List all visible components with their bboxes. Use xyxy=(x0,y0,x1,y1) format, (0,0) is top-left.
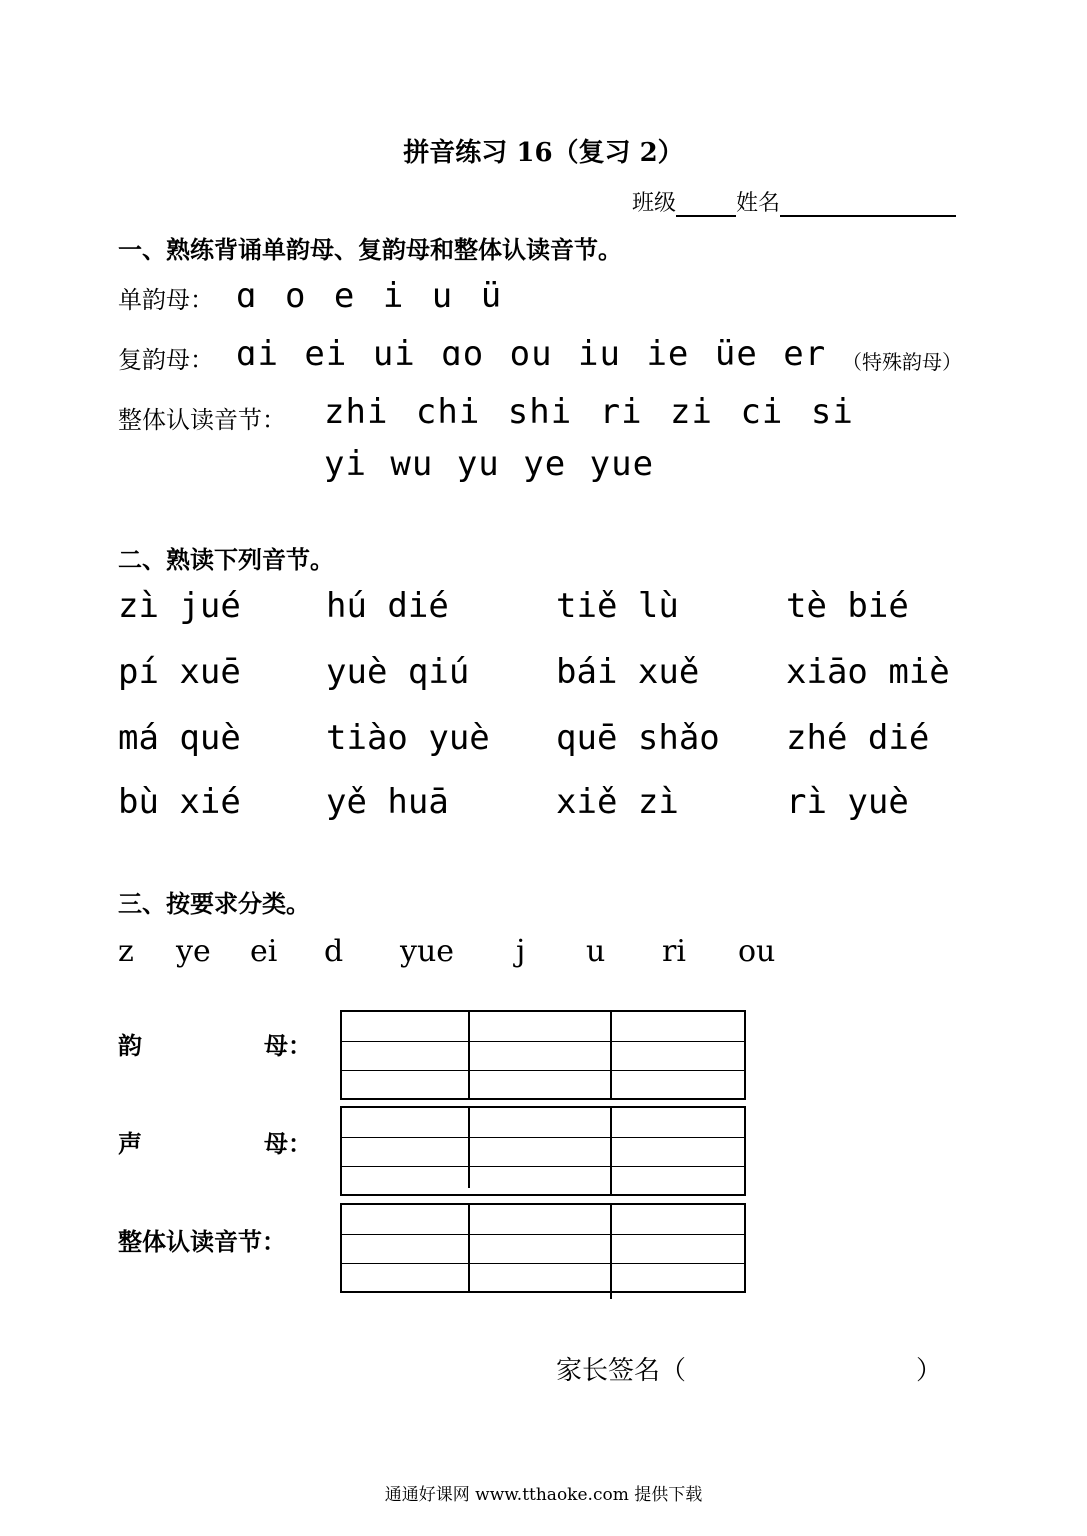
classify-item: ei xyxy=(250,934,278,969)
initials-label-a: 声 xyxy=(118,1129,142,1158)
syllable: bái xuě xyxy=(556,652,700,692)
finals-label-a: 韵 xyxy=(118,1031,142,1060)
syllable: yě huā xyxy=(326,782,449,822)
class-label: 班级 xyxy=(632,191,677,216)
name-blank[interactable] xyxy=(780,193,956,217)
syllable: xiě zì xyxy=(556,782,679,822)
classify-item: z xyxy=(118,934,134,969)
whole-syllables-label: 整体认读音节： xyxy=(118,406,286,434)
syllable: hú dié xyxy=(326,586,449,626)
finals-label-b: 母： xyxy=(264,1031,312,1060)
syllable: quē shǎo xyxy=(556,718,720,758)
simple-finals-line xyxy=(118,280,214,315)
parent-signature xyxy=(556,1350,942,1387)
finals-writing-box[interactable] xyxy=(340,1010,746,1100)
syllable: bù xié xyxy=(118,782,241,822)
classify-item: ye xyxy=(176,934,211,969)
parent-signature-label: 家长签名（ xyxy=(556,1356,687,1386)
whole-syllables-row-label: 整体认读音节： xyxy=(118,1227,286,1256)
classify-item: ri xyxy=(662,934,686,969)
initials-label-b: 母： xyxy=(264,1129,312,1158)
compound-finals-label: 复韵母： xyxy=(118,346,214,374)
class-name-line xyxy=(632,186,956,217)
section2-heading: 二、熟读下列音节。 xyxy=(118,545,334,574)
section1-heading: 一、熟练背诵单韵母、复韵母和整体认读音节。 xyxy=(118,235,622,264)
initials-writing-box[interactable] xyxy=(340,1106,746,1196)
parent-signature-close: ） xyxy=(916,1356,943,1386)
section3-heading: 三、按要求分类。 xyxy=(118,889,310,918)
syllable: zì jué xyxy=(118,586,241,626)
page-title: 拼音练习 16（复习 2） xyxy=(403,138,684,168)
simple-finals: ɑ o e i u ü xyxy=(236,276,503,316)
syllable: pí xuē xyxy=(118,652,241,692)
classify-item: u xyxy=(586,934,606,969)
whole-syllables-line2: yi wu yu ye yue xyxy=(324,444,655,484)
syllable: zhé dié xyxy=(786,718,930,758)
classify-item: yue xyxy=(400,934,455,969)
class-blank[interactable] xyxy=(676,193,736,217)
whole-syllables-line1: zhi chi shi ri zi ci si xyxy=(324,392,854,432)
classify-item: ou xyxy=(738,934,776,969)
syllable: xiāo miè xyxy=(786,652,950,692)
footer-credit: 通通好课网 www.tthaoke.com 提供下载 xyxy=(384,1485,703,1505)
compound-finals: ɑi ei ui ɑo ou iu ie üe er xyxy=(236,334,827,374)
syllable: tè bié xyxy=(786,586,909,626)
name-label: 姓名 xyxy=(736,191,781,216)
syllable: tiào yuè xyxy=(326,718,490,758)
syllable: rì yuè xyxy=(786,782,909,822)
syllable: má què xyxy=(118,718,241,758)
classify-item: j xyxy=(516,934,526,969)
syllable: tiě lù xyxy=(556,586,679,626)
simple-finals-label: 单韵母： xyxy=(118,286,214,314)
special-finals-note: （特殊韵母） xyxy=(842,350,962,374)
syllable: yuè qiú xyxy=(326,652,470,692)
classify-item: d xyxy=(324,934,344,969)
whole-syllables-writing-box[interactable] xyxy=(340,1203,746,1293)
